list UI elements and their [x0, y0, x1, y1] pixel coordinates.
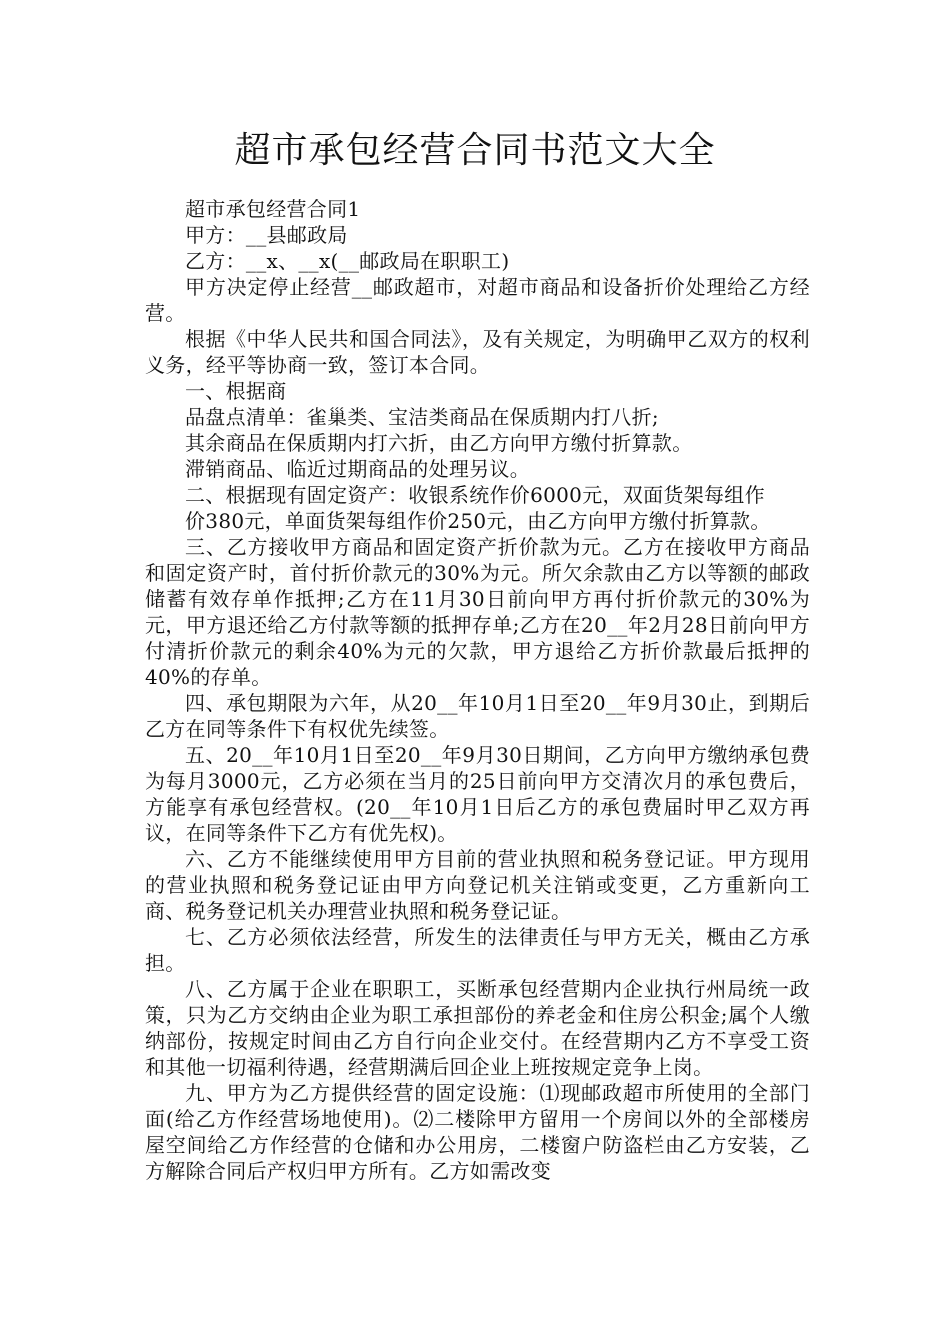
paragraph: 其余商品在保质期内打六折，由乙方向甲方缴付折算款。 [185, 431, 693, 455]
paragraph: 超市承包经营合同1 [185, 197, 361, 221]
paragraph: 二、根据现有固定资产：收银系统作价6000元，双面货架每组作 [185, 483, 765, 507]
paragraph: 七、乙方必须依法经营，所发生的法律责任与甲方无关，概由乙方承担。 [145, 925, 810, 975]
document-body [145, 196, 810, 1184]
paragraph: 九、甲方为乙方提供经营的固定设施：⑴现邮政超市所使用的全部门面(给乙方作经营场地使用)。⑵二楼除甲方留用一个房间以外的全部楼房屋空间给乙方作经营的仓储和办公用房，二楼窗户防盗栏由乙方安装，乙方解除合同后产权归甲方所有。乙方如需改变 [145, 1081, 810, 1183]
paragraph: 四、承包期限为六年，从20__年10月1日至20__年9月30止，到期后乙方在同等条件下有权优先续签。 [145, 691, 810, 741]
paragraph: 价380元，单面货架每组作价250元，由乙方向甲方缴付折算款。 [185, 509, 771, 533]
paragraph: 五、20__年10月1日至20__年9月30日期间，乙方向甲方缴纳承包费为每月3000元，乙方必须在当月的25日前向甲方交清次月的承包费后，方能享有承包经营权。(20__年10月1日后乙方的承包费届时甲乙双方再议，在同等条件下乙方有优先权)。 [145, 743, 810, 845]
paragraph: 乙方：__x、__x(__邮政局在职职工) [185, 249, 510, 273]
paragraph: 六、乙方不能继续使用甲方目前的营业执照和税务登记证。甲方现用的营业执照和税务登记证由甲方向登记机关注销或变更，乙方重新向工商、税务登记机关办理营业执照和税务登记证。 [145, 847, 810, 923]
paragraph: 甲方决定停止经营__邮政超市，对超市商品和设备折价处理给乙方经营。 [145, 275, 810, 325]
paragraph: 根据《中华人民共和国合同法》，及有关规定，为明确甲乙双方的权利义务，经平等协商一致，签订本合同。 [145, 327, 810, 377]
paragraph: 三、乙方接收甲方商品和固定资产折价款为元。乙方在接收甲方商品和固定资产时，首付折价款元的30%为元。所欠余款由乙方以等额的邮政储蓄有效存单作抵押;乙方在11月30日前向甲方再付折价款元的30%为元，甲方退还给乙方付款等额的抵押存单;乙方在20__年2月28日前向甲方付清折价款元的剩余40%为元的欠款，甲方退给乙方折价款最后抵押的40%的存单。 [145, 535, 810, 689]
paragraph: 甲方：__县邮政局 [185, 223, 348, 247]
paragraph: 滞销商品、临近过期商品的处理另议。 [185, 457, 531, 481]
paragraph: 品盘点清单：雀巢类、宝洁类商品在保质期内打八折; [185, 405, 659, 429]
paragraph: 八、乙方属于企业在职职工，买断承包经营期内企业执行州局统一政策，只为乙方交纳由企业为职工承担部份的养老金和住房公积金;属个人缴纳部份，按规定时间由乙方自行向企业交付。在经营期内乙方不享受工资和其他一切福利待遇，经营期满后回企业上班按规定竞争上岗。 [145, 977, 810, 1079]
paragraph: 一、根据商 [185, 379, 287, 403]
document-title: 超市承包经营合同书范文大全 [234, 130, 716, 171]
